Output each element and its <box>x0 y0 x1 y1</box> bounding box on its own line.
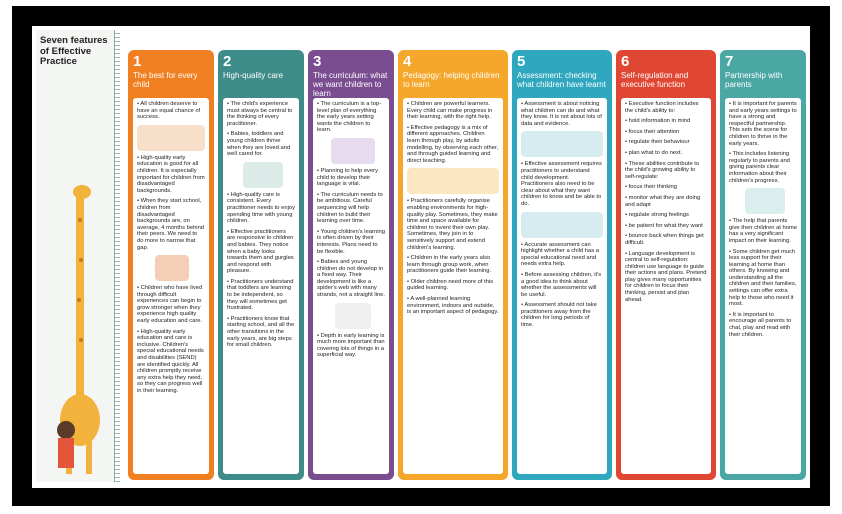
column-2-body <box>223 98 299 474</box>
column-1-header <box>128 50 214 100</box>
children-playing-illustration <box>407 168 499 194</box>
list-item: • Language development is central to self-regulation: children use language to guide their actions and plans. Pretend play gives many opportunities for children to focus their thinking, persist and plan ahead. <box>625 251 707 304</box>
list-item: • Executive function includes the child's ability to: <box>625 101 707 114</box>
list-item: • Effective assessment requires practitioners to understand child development. Practitioners also need to be clear about what they want children to know and be able to do. <box>521 161 603 207</box>
list-item: • High-quality early education and care is inclusive. Children's special educational needs and disabilities (SEND) are identified quickly. All children promptly receive any extra help they need, so they can progress well in their learning. <box>137 329 205 395</box>
list-item: • focus their attention <box>625 129 707 136</box>
parent-and-child-illustration <box>745 188 785 214</box>
owl-illustration <box>155 255 189 281</box>
list-item: • This includes listening regularly to parents and giving parents clear information about their children's progress. <box>729 151 797 184</box>
list-item: • regulate strong feelings <box>625 212 707 219</box>
list-item: • When they start school, children from disadvantaged backgrounds are, on average, 4 months behind their peers. We need to do more to narrow that gap. <box>137 198 205 251</box>
list-item: • Assessment is about noticing what children can do and what they know. It is not about lots of data and evidence. <box>521 101 603 127</box>
list-item: • regulate their behaviour <box>625 139 707 146</box>
list-item: • focus their thinking <box>625 184 707 191</box>
list-item: • Children who have lived through difficult experiences can begin to grow stronger when they experience high quality early education and care. <box>137 285 205 325</box>
column-2-title: High-quality care <box>223 71 284 80</box>
list-item: • A well-planned learning environment, indoors and outside, is an important aspect of pedagogy. <box>407 296 499 316</box>
list-item: • It is important for parents and early years settings to have a strong and respectful partnership. This sets the scene for children to thrive in the early years. <box>729 101 797 147</box>
list-item: • plan what to do next. <box>625 150 707 157</box>
column-5-header <box>512 50 612 100</box>
column-5-title: Assessment: checking what children have learnt <box>517 71 606 89</box>
spider-web-illustration <box>335 303 371 329</box>
list-item: • Depth in early learning is much more important than covering lots of things in a superficial way. <box>317 333 385 359</box>
poster <box>32 26 810 488</box>
list-item: • The curriculum needs to be ambitious. Careful sequencing will help children to build their learning over time. <box>317 192 385 225</box>
list-item: • All children deserve to have an equal chance of success. <box>137 101 205 121</box>
column-4-body <box>403 98 503 474</box>
column-3-title: The curriculum: what we want children to learn <box>313 71 388 98</box>
list-item: • Children in the early years also learn through group work, when practitioners guide their learning. <box>407 255 499 275</box>
poster-title: Seven features of Effective Practice <box>40 35 108 67</box>
list-item: • Older children need more of this guided learning. <box>407 279 499 292</box>
column-3 <box>308 50 394 480</box>
list-item: • The curriculum is a top-level plan of everything the early years setting wants the children to learn. <box>317 101 385 134</box>
list-item: • Some children get much less support for their learning at home than others. By knowing and understanding all the children and their families, settings can offer extra help to those who need it most. <box>729 249 797 308</box>
column-7-title: Partnership with parents <box>725 71 783 89</box>
list-item: • Babies, toddlers and young children thrive when they are loved and well cared for. <box>227 131 295 157</box>
column-6 <box>616 50 716 480</box>
list-item: • The help that parents give their children at home has a very significant impact on their learning. <box>729 218 797 244</box>
rocket-illustration <box>331 138 375 164</box>
column-6-number: 6 <box>621 53 630 70</box>
list-item: • Before assessing children, it's a good idea to think about whether the assessments will be useful. <box>521 272 603 298</box>
list-item: • Effective pedagogy is a mix of different approaches. Children learn through play, by adults modelling, by observing each other, and through guided learning and direct teaching. <box>407 125 499 165</box>
list-item: • Children are powerful learners. Every child can make progress in their learning, with the right help. <box>407 101 499 121</box>
children-building-illustration <box>521 212 603 238</box>
list-item: • bounce back when things get difficult. <box>625 233 707 246</box>
column-4 <box>398 50 508 480</box>
column-5-body <box>517 98 607 474</box>
poster-sidebar <box>36 30 120 482</box>
list-item: • Practitioners know that starting school, and all the other transitions in the early years, are big steps for small children. <box>227 316 295 349</box>
list-item: • Young children's learning is often driven by their interests. Plans need to be flexible. <box>317 229 385 255</box>
column-6-header <box>616 50 716 100</box>
list-item: • Planning to help every child to develop their language is vital. <box>317 168 385 188</box>
column-5 <box>512 50 612 480</box>
column-1 <box>128 50 214 480</box>
list-item: • Practitioners carefully organise enabling environments for high-quality play. Sometimes, they make time and space available for children to invent their own play. Sometimes, they join in to sensitively support and extend children's learning. <box>407 198 499 251</box>
column-3-number: 3 <box>313 53 322 70</box>
column-6-body <box>621 98 711 474</box>
list-item: • Effective practitioners are responsive to children and babies. They notice when a baby looks towards them and gurgles and respond with pleasure. <box>227 229 295 275</box>
children-painting-illustration <box>137 125 205 151</box>
height-ruler <box>114 30 120 482</box>
column-7-header <box>720 50 806 100</box>
children-reading-illustration <box>521 131 603 157</box>
column-7-body <box>725 98 801 474</box>
column-4-title: Pedagogy: helping children to learn <box>403 71 500 89</box>
giraffe-illustration <box>54 180 104 480</box>
image-frame <box>12 6 830 506</box>
column-4-number: 4 <box>403 53 412 70</box>
column-1-number: 1 <box>133 53 142 70</box>
list-item: • High-quality care is consistent. Every practitioner needs to enjoy spending time with young children. <box>227 192 295 225</box>
column-2-header <box>218 50 304 100</box>
list-item: • These abilities contribute to the child's growing ability to self-regulate: <box>625 161 707 181</box>
list-item: • High-quality early education is good for all children. It is especially important for children from disadvantaged backgrounds. <box>137 155 205 195</box>
column-7 <box>720 50 806 480</box>
column-5-number: 5 <box>517 53 526 70</box>
list-item: • Assessment should not take practitioners away from the children for long periods of time. <box>521 302 603 328</box>
list-item: • be patient for what they want <box>625 223 707 230</box>
column-6-title: Self-regulation and executive function <box>621 71 689 89</box>
list-item: • It is important to encourage all parents to chat, play and read with their children. <box>729 312 797 338</box>
column-3-header <box>308 50 394 100</box>
column-4-header <box>398 50 508 100</box>
list-item: • monitor what they are doing and adapt <box>625 195 707 208</box>
column-1-title: The best for every child <box>133 71 198 89</box>
list-item: • The child's experience must always be central to the thinking of every practitioner. <box>227 101 295 127</box>
list-item: • Practitioners understand that toddlers are learning to be independent, so they will sometimes get frustrated. <box>227 279 295 312</box>
column-1-body <box>133 98 209 474</box>
food-jars-illustration <box>243 162 283 188</box>
column-2 <box>218 50 304 480</box>
column-3-body <box>313 98 389 474</box>
column-2-number: 2 <box>223 53 232 70</box>
list-item: • Babies and young children do not develop in a fixed way. Their development is like a spider's web with many strands, not a straight line. <box>317 259 385 299</box>
list-item: • Accurate assessment can highlight whether a child has a special educational need and needs extra help. <box>521 242 603 268</box>
list-item: • hold information in mind <box>625 118 707 125</box>
column-7-number: 7 <box>725 53 734 70</box>
